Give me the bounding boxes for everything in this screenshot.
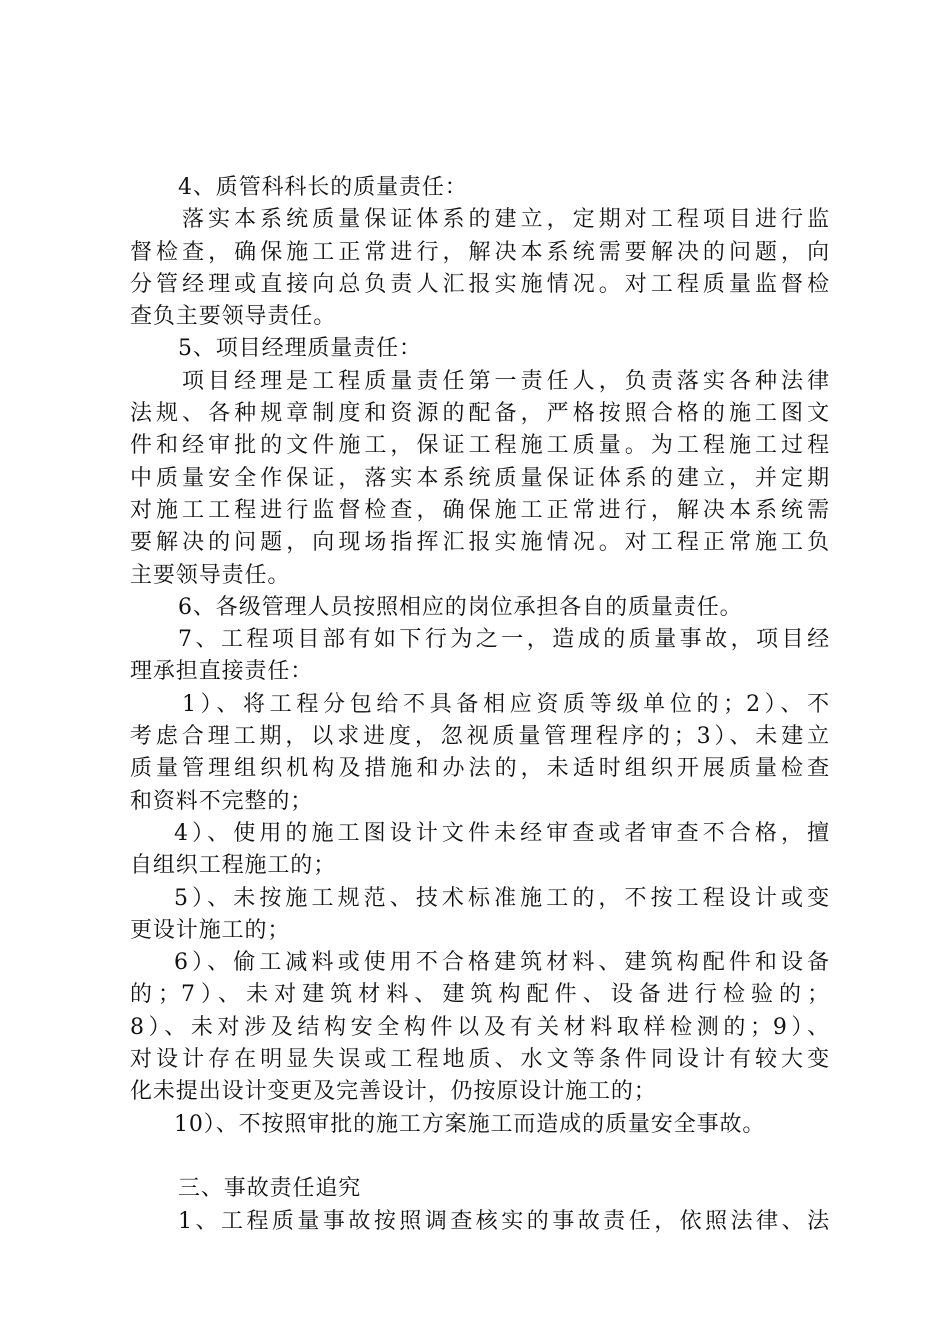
text-line: 5）、未按施工规范、技术标准施工的，不按工程设计或变 <box>174 885 830 911</box>
text-line: 项目经理是工程质量责任第一责任人，负责落实各种法律 <box>182 368 830 394</box>
text-line: 落实本系统质量保证体系的建立，定期对工程项目进行监 <box>182 207 830 233</box>
text-line: 三、事故责任追究 <box>178 1176 362 1202</box>
text-line: 5、项目经理质量责任： <box>178 336 422 362</box>
text-line: 考虑合理工期，以求进度，忽视质量管理程序的；3）、未建立 <box>130 724 830 750</box>
text-line: 7、工程项目部有如下行为之一，造成的质量事故，项目经 <box>178 627 830 653</box>
text-line: 督检查，确保施工正常进行，解决本系统需要解决的问题，向 <box>130 239 830 265</box>
text-line: 6、各级管理人员按照相应的岗位承担各自的质量责任。 <box>178 594 743 620</box>
text-line: 查负主要领导责任。 <box>130 304 337 330</box>
text-line: 自组织工程施工的； <box>130 853 337 879</box>
text-line: 6）、偷工减料或使用不合格建筑材料、建筑构配件和设备 <box>174 950 830 976</box>
text-line: 更设计施工的； <box>130 917 291 943</box>
text-line: 对设计存在明显失误或工程地质、水文等条件同设计有较大变 <box>130 1047 830 1073</box>
text-line: 分管经理或直接向总负责人汇报实施情况。对工程质量监督检 <box>130 271 830 297</box>
text-line: 4）、使用的施工图设计文件未经审查或者审查不合格，擅 <box>174 820 830 846</box>
text-line: 4、质管科科长的质量责任： <box>178 175 468 200</box>
text-line: 法规、各种规章制度和资源的配备，严格按照合格的施工图文 <box>130 401 830 427</box>
text-line: 1）、将工程分包给不具备相应资质等级单位的；2）、不 <box>182 691 830 717</box>
text-line: 1、工程质量事故按照调查核实的事故责任，依照法律、法 <box>178 1208 830 1234</box>
text-line: 10）、不按照审批的施工方案施工而造成的质量安全事故。 <box>174 1111 766 1137</box>
blank-line <box>130 1141 830 1173</box>
text-line: 中质量安全作保证，落实本系统质量保证体系的建立，并定期 <box>130 465 830 491</box>
text-line: 要解决的问题，向现场指挥汇报实施情况。对工程正常施工负 <box>130 530 830 556</box>
text-line: 和资料不完整的； <box>130 788 314 814</box>
text-line: 理承担直接责任： <box>130 659 314 685</box>
text-line: 主要领导责任。 <box>130 562 291 588</box>
text-line: 化未提出设计变更及完善设计，仍按原设计施工的； <box>130 1079 657 1105</box>
text-line: 的；7）、未对建筑材料、建筑构配件、设备进行检验的； <box>130 982 830 1008</box>
text-line: 8）、未对涉及结构安全构件以及有关材料取样检测的；9）、 <box>130 1014 830 1040</box>
text-line: 对施工工程进行监督检查，确保施工正常进行，解决本系统需 <box>130 497 830 523</box>
text-line: 质量管理组织机构及措施和办法的，未适时组织开展质量检查 <box>130 756 830 782</box>
text-line: 件和经审批的文件施工，保证工程施工质量。为工程施工过程 <box>130 433 830 459</box>
document-body <box>130 172 830 1238</box>
